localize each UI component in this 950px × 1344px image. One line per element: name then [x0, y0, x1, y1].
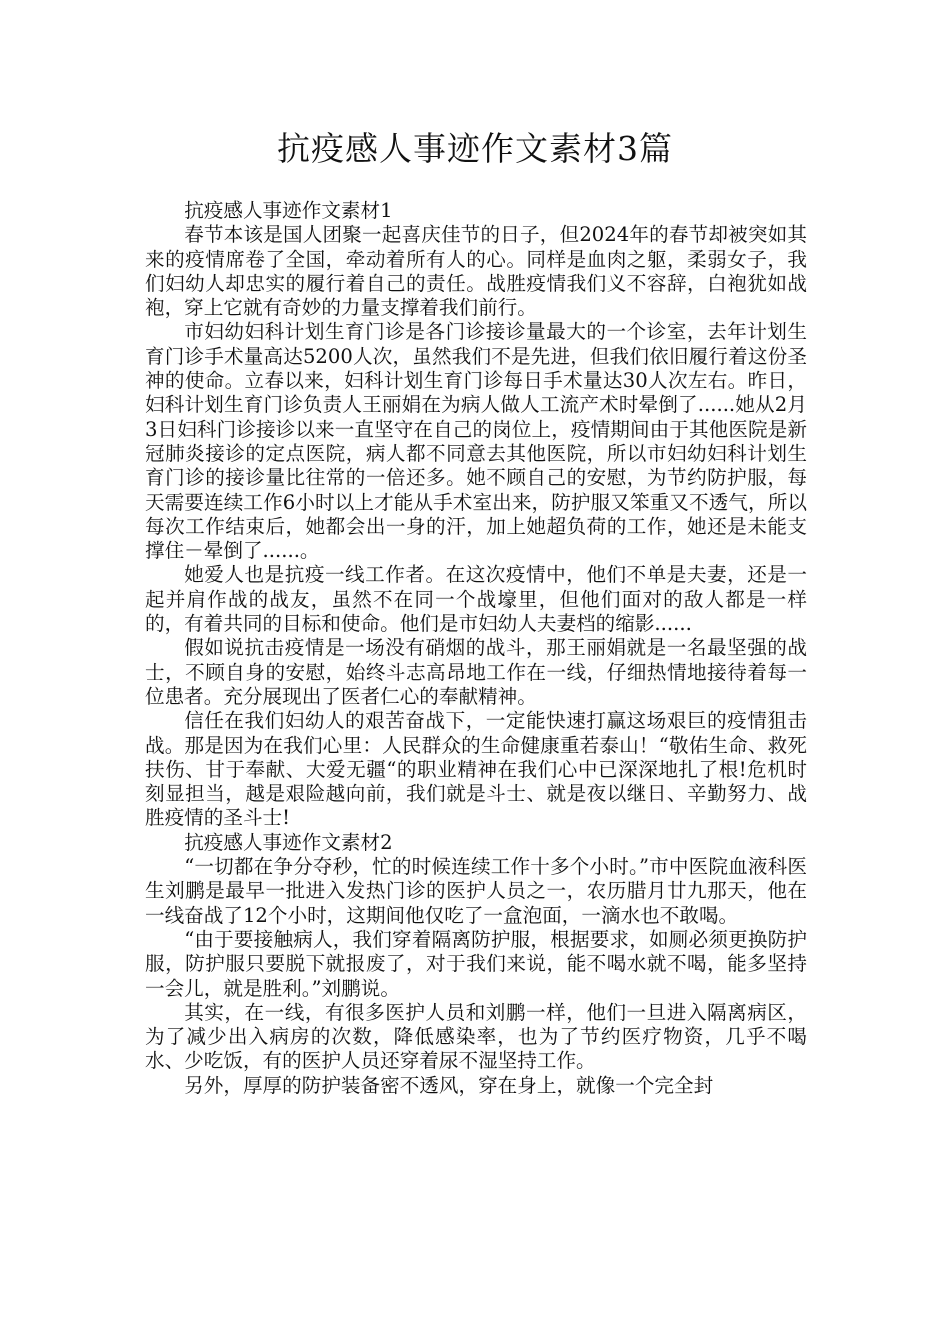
- document-title: 抗疫感人事迹作文素材3篇: [277, 129, 673, 168]
- body-paragraph: 另外，厚厚的防护装备密不透风，穿在身上，就像一个完全封: [184, 1073, 714, 1097]
- body-paragraph: 其实，在一线，有很多医护人员和刘鹏一样，他们一旦进入隔离病区，为了减少出入病房的次数，降低感染率，也为了节约医疗物资，几乎不喝水、少吃饭，有的医护人员还穿着尿不湿坚持工作。: [145, 1000, 807, 1073]
- section-heading-2: 抗疫感人事迹作文素材2: [184, 830, 393, 854]
- body-paragraph: 信任在我们妇幼人的艰苦奋战下，一定能快速打赢这场艰巨的疫情狙击战。那是因为在我们心里：人民群众的生命健康重若泰山！“敬佑生命、救死扶伤、甘于奉献、大爱无疆“的职业精神在我们心中已深深地扎了根!危机时刻显担当，越是艰险越向前，我们就是斗士、就是夜以继日、辛勤努力、战胜疫情的圣斗士!: [145, 709, 807, 830]
- body-paragraph: 市妇幼妇科计划生育门诊是各门诊接诊量最大的一个诊室，去年计划生育门诊手术量高达5200人次，虽然我们不是先进，但我们依旧履行着这份圣神的使命。立春以来，妇科计划生育门诊每日手术量达30人次左右。昨日，妇科计划生育门诊负责人王丽娟在为病人做人工流产术时晕倒了......她从2月3日妇科门诊接诊以来一直坚守在自己的岗位上，疫情期间由于其他医院是新冠肺炎接诊的定点医院，病人都不同意去其他医院，所以市妇幼妇科计划生育门诊的接诊量比往常的一倍还多。她不顾自己的安慰，为节约防护服，每天需要连续工作6小时以上才能从手术室出来，防护服又笨重又不透气，所以每次工作结束后，她都会出一身的汗，加上她超负荷的工作，她还是未能支撑住－晕倒了......。: [145, 320, 807, 563]
- section-heading-1: 抗疫感人事迹作文素材1: [184, 199, 393, 222]
- body-paragraph: 假如说抗击疫情是一场没有硝烟的战斗，那王丽娟就是一名最坚强的战士，不顾自身的安慰，始终斗志高昂地工作在一线，仔细热情地接待着每一位患者。充分展现出了医者仁心的奉献精神。: [145, 636, 807, 708]
- body-paragraph: “由于要接触病人，我们穿着隔离防护服，根据要求，如厕必须更换防护服，防护服只要脱下就报废了，对于我们来说，能不喝水就不喝，能多坚持一会儿，就是胜利。”刘鹏说。: [145, 927, 807, 1000]
- document-body: [145, 199, 807, 1098]
- body-paragraph: “一切都在争分夺秒，忙的时候连续工作十多个小时。”市中医院血液科医生刘鹏是最早一批进入发热门诊的医护人员之一，农历腊月廿九那天，他在一线奋战了12个小时，这期间他仅吃了一盒泡面，一滴水也不敢喝。: [145, 855, 807, 927]
- body-paragraph: 她爱人也是抗疫一线工作者。在这次疫情中，他们不单是夫妻，还是一起并肩作战的战友，虽然不在同一个战壕里，但他们面对的敌人都是一样的，有着共同的目标和使命。他们是市妇幼人夫妻档的缩影......: [145, 563, 807, 636]
- body-paragraph: 春节本该是国人团聚一起喜庆佳节的日子，但2024年的春节却被突如其来的疫情席卷了全国，牵动着所有人的心。同样是血肉之躯，柔弱女子，我们妇幼人却忠实的履行着自己的责任。战胜疫情我们义不容辞，白袍犹如战袍，穿上它就有奇妙的力量支撑着我们前行。: [145, 223, 807, 320]
